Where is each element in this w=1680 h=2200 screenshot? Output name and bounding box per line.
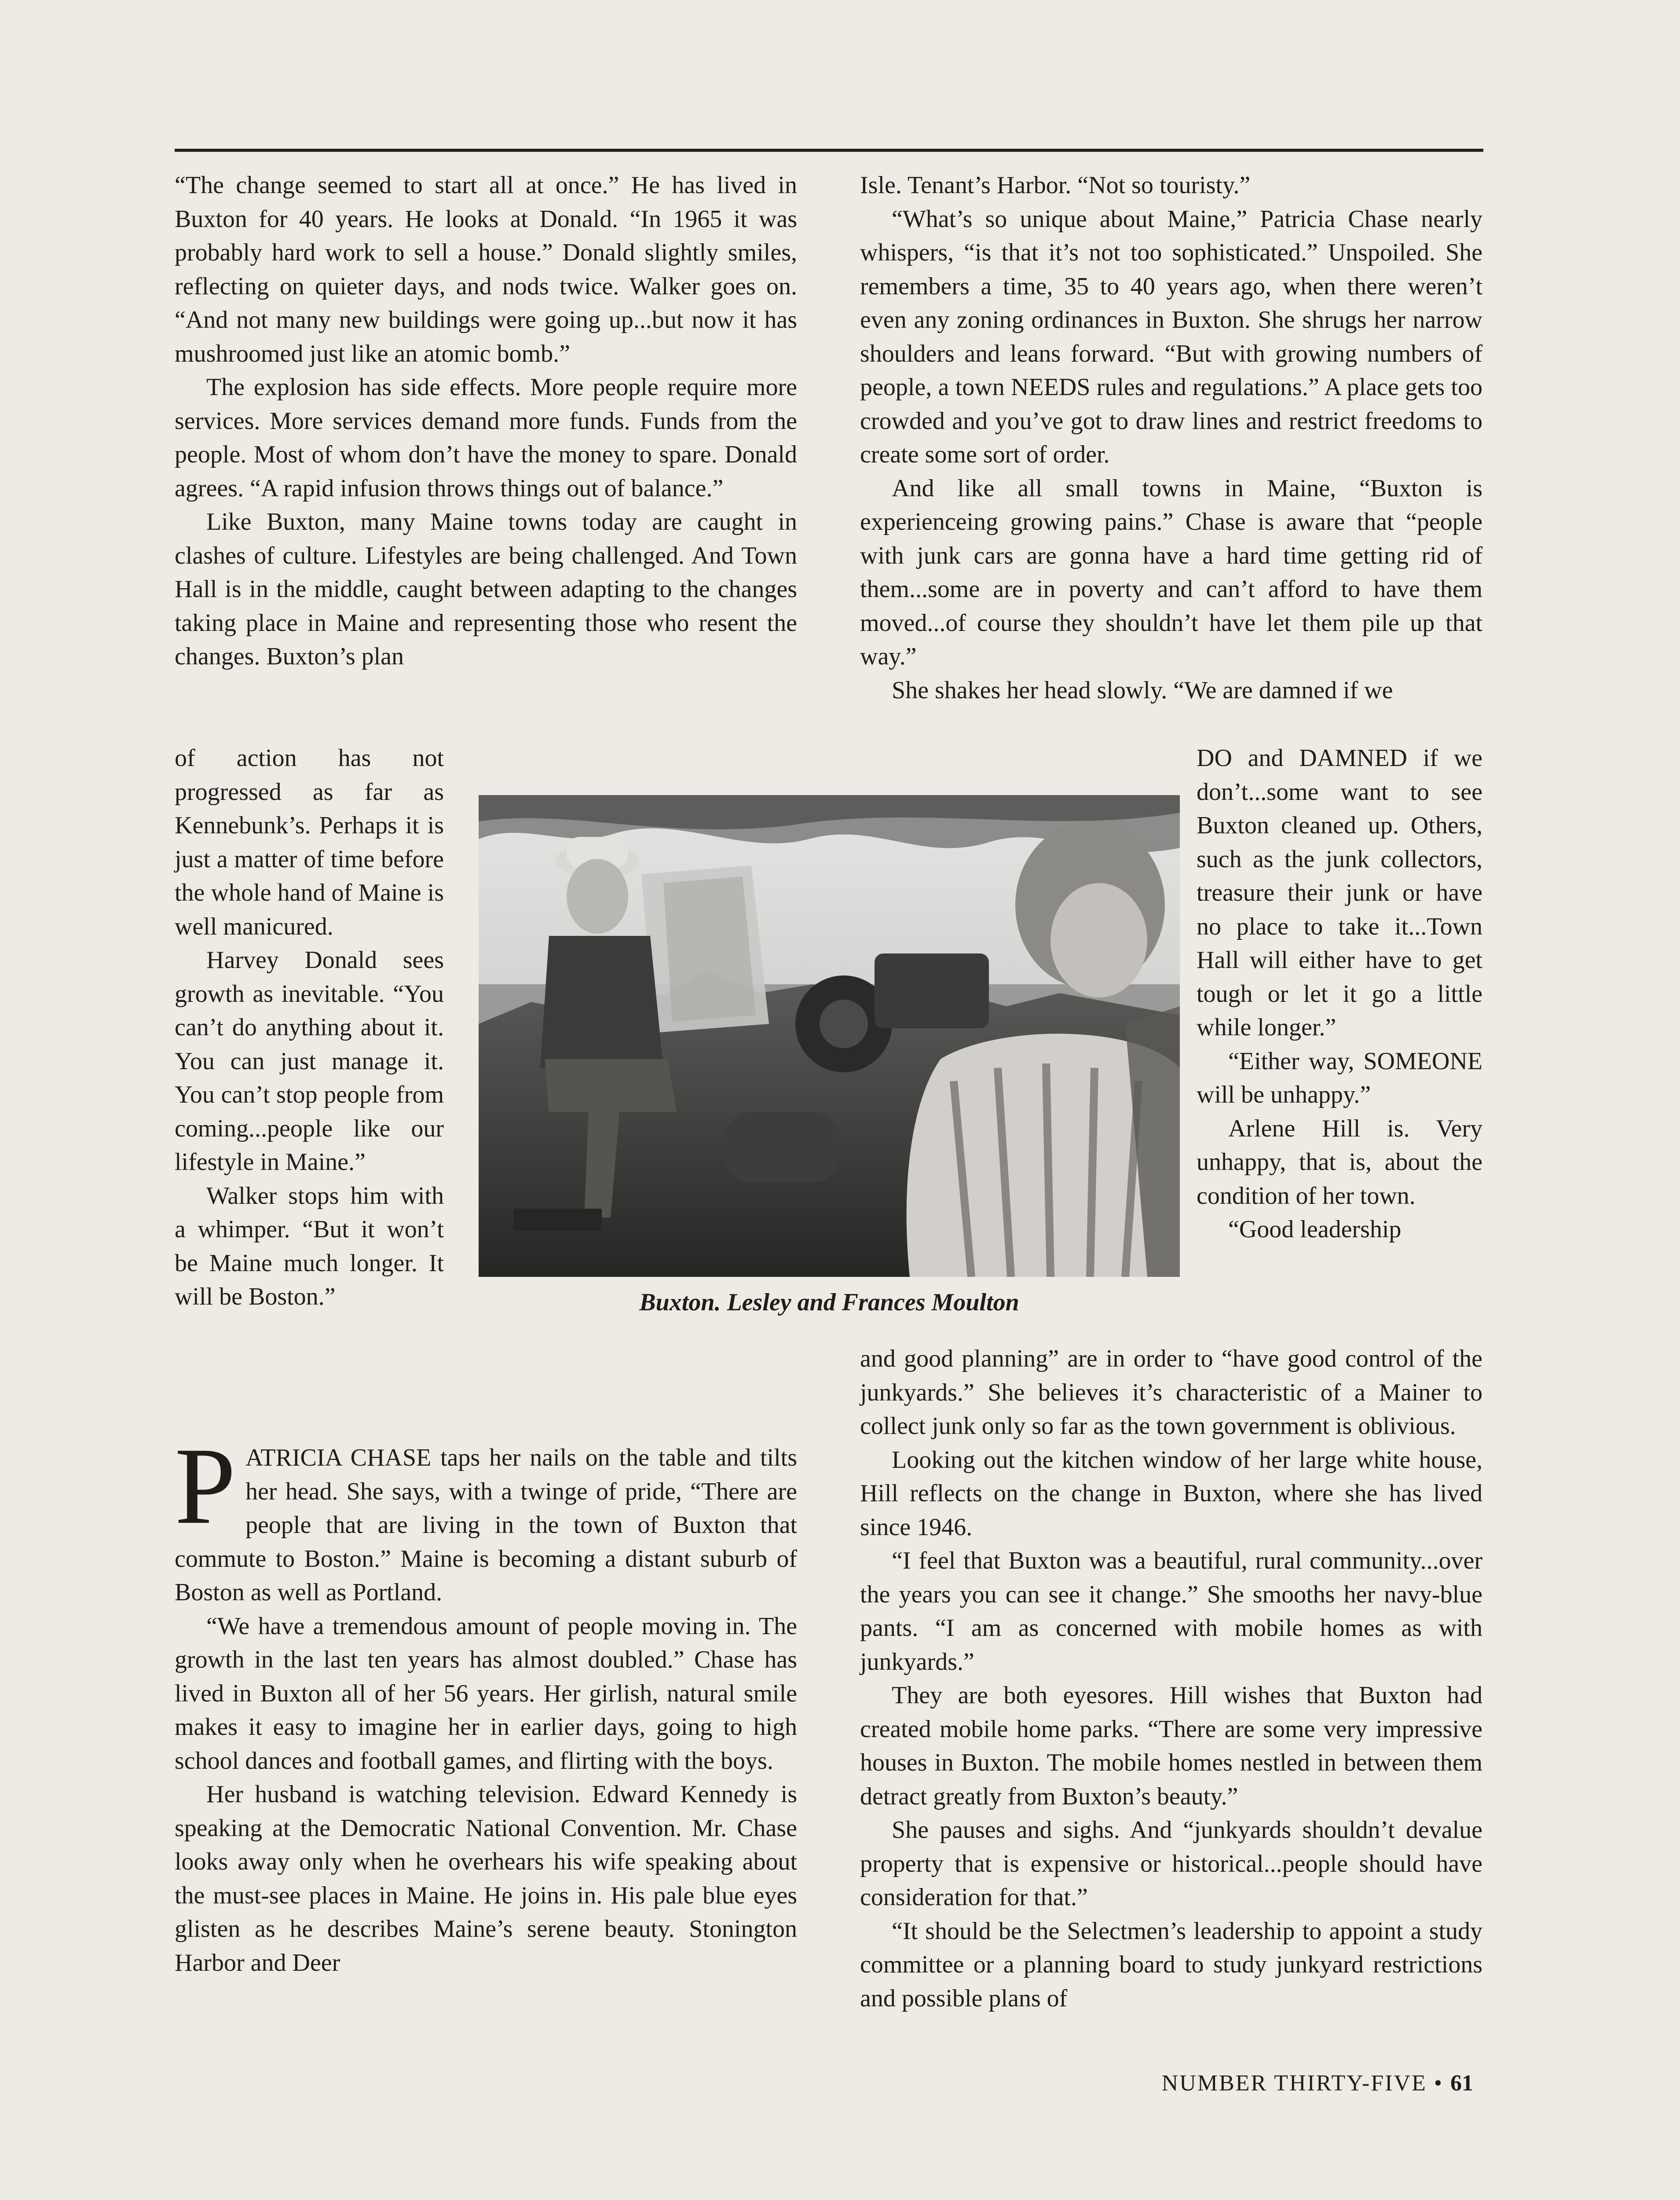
photo-caption: Buxton. Lesley and Frances Moulton: [639, 1289, 1019, 1316]
paragraph: “We have a tremendous amount of people moving in. The growth in the last ten years has almost doubled.” Chase has lived in Buxton all of her 56 years. Her girlish, natural smile makes it easy to imagine her in earlier days, going to high school dances and football games, and flirting with the boys.: [175, 1612, 797, 1775]
lead-paragraph-text: ATRICIA CHASE taps her nails on the table and tilts her head. She says, with a twinge of pride, “There are people that are living in the town of Buxton that commute to Boston.” Maine is becoming a distant suburb of Boston as well as Portland.: [175, 1444, 797, 1606]
paragraph: Arlene Hill is. Very unhappy, that is, about the condition of her town.: [1197, 1115, 1482, 1210]
paragraph: She pauses and sighs. And “junkyards shouldn’t devalue property that is expensive or historical...people should have consideration for that.”: [860, 1816, 1482, 1911]
paragraph: DO and DAMNED if we don’t...some want to see Buxton cleaned up. Others, such as the junk collectors, treasure their junk or have no place to take it...Town Hall will either have to get tough or let it go a little while longer.”: [1197, 744, 1482, 1041]
paragraph: “Good leadership: [1228, 1216, 1402, 1243]
paragraph: Walker stops him with a whimper. “But it won’t be Maine much longer. It will be Boston.”: [175, 1182, 444, 1310]
paragraph: “I feel that Buxton was a beautiful, rural community...over the years you can see it change.” She smooths her navy-blue pants. “I am as concerned with mobile homes as with junkyards.”: [860, 1547, 1482, 1676]
right-column-bottom: [860, 1342, 1482, 2015]
left-column-narrow: [175, 741, 444, 1314]
paragraph: “The change seemed to start all at once.” He has lived in Buxton for 40 years. He looks at Donald. “In 1965 it was probably hard work to sell a house.” Donald slightly smiles, reflecting on quieter days, and nods twice. Walker goes on. “And not many new buildings were going up...but now it has mushroomed just like an atomic bomb.”: [175, 172, 797, 367]
paragraph: Her husband is watching television. Edward Kennedy is speaking at the Democratic National Convention. Mr. Chase looks away only when he overhears his wife speaking about the must-see places in Maine. He joins in. His pale blue eyes glisten as he describes Maine’s serene beauty. Stonington Harbor and Deer: [175, 1781, 797, 1976]
paragraph: Looking out the kitchen window of her large white house, Hill reflects on the change in Buxton, where she has lived since 1946.: [860, 1446, 1482, 1541]
left-column-bottom: [175, 1425, 797, 1980]
paragraph: The explosion has side effects. More people require more services. More services demand more funds. Funds from the people. Most of whom don’t have the money to spare. Donald agrees. “A rapid infusion throws things out of balance.”: [175, 374, 797, 502]
right-column-top: [860, 169, 1482, 707]
paragraph: “Either way, SOMEONE will be unhappy.”: [1197, 1047, 1482, 1108]
left-column-top: [175, 169, 797, 674]
photo-buxton-moultons: [479, 795, 1180, 1277]
paragraph: “What’s so unique about Maine,” Patricia Chase nearly whispers, “is that it’s not too sophisticated.” Unspoiled. She remembers a time, 35 to 40 years ago, when there weren’t even any zoning ordinances in Buxton. She shrugs her narrow shoulders and leans forward. “But with growing numbers of people, a town NEEDS rules and regulations.” A place gets too crowded and you’ve got to draw lines and restrict freedoms to create some sort of order.: [860, 205, 1482, 468]
paragraph: And like all small towns in Maine, “Buxton is experienceing growing pains.” Chase is aware that “people with junk cars are gonna have a hard time getting rid of them...some are in poverty and can’t afford to have them moved...of course they shouldn’t have let them pile up that way.”: [860, 474, 1482, 670]
right-column-narrow: [1197, 741, 1482, 1247]
page-number: 61: [1450, 2071, 1473, 2096]
lead-paragraph: [175, 1425, 797, 1610]
drop-cap: P: [175, 1425, 236, 1547]
photo-illustration: [479, 795, 1180, 1277]
paragraph: Isle. Tenant’s Harbor. “Not so touristy.”: [860, 172, 1251, 199]
paragraph: Like Buxton, many Maine towns today are caught in clashes of culture. Lifestyles are being challenged. And Town Hall is in the middle, caught between adapting to the changes taking place in Maine and representing those who resent the changes. Buxton’s plan: [175, 508, 797, 670]
paragraph: of action has not progressed as far as Kennebunk’s. Perhaps it is just a matter of time before the whole hand of Maine is well manicured.: [175, 744, 444, 940]
top-rule: [175, 149, 1483, 152]
paragraph: They are both eyesores. Hill wishes that Buxton had created mobile home parks. “There are some very impressive houses in Buxton. The mobile homes nestled in between them detract greatly from Buxton’s beauty.”: [860, 1682, 1482, 1810]
paragraph: She shakes her head slowly. “We are damned if we: [892, 676, 1393, 704]
paragraph: “It should be the Selectmen’s leadership to appoint a study committee or a planning board to study junkyard restrictions and possible plans of: [860, 1917, 1482, 2012]
page-footer: [1162, 2070, 1473, 2096]
publication-label: NUMBER THIRTY-FIVE •: [1161, 2071, 1443, 2096]
paragraph: Harvey Donald sees growth as inevitable. “You can’t do anything about it. You can just manage it. You can’t stop people from coming...people like our lifestyle in Maine.”: [175, 946, 444, 1176]
paragraph: and good planning” are in order to “have good control of the junkyards.” She believes it’s characteristic of a Mainer to collect junk only so far as the town government is oblivious.: [860, 1345, 1482, 1440]
